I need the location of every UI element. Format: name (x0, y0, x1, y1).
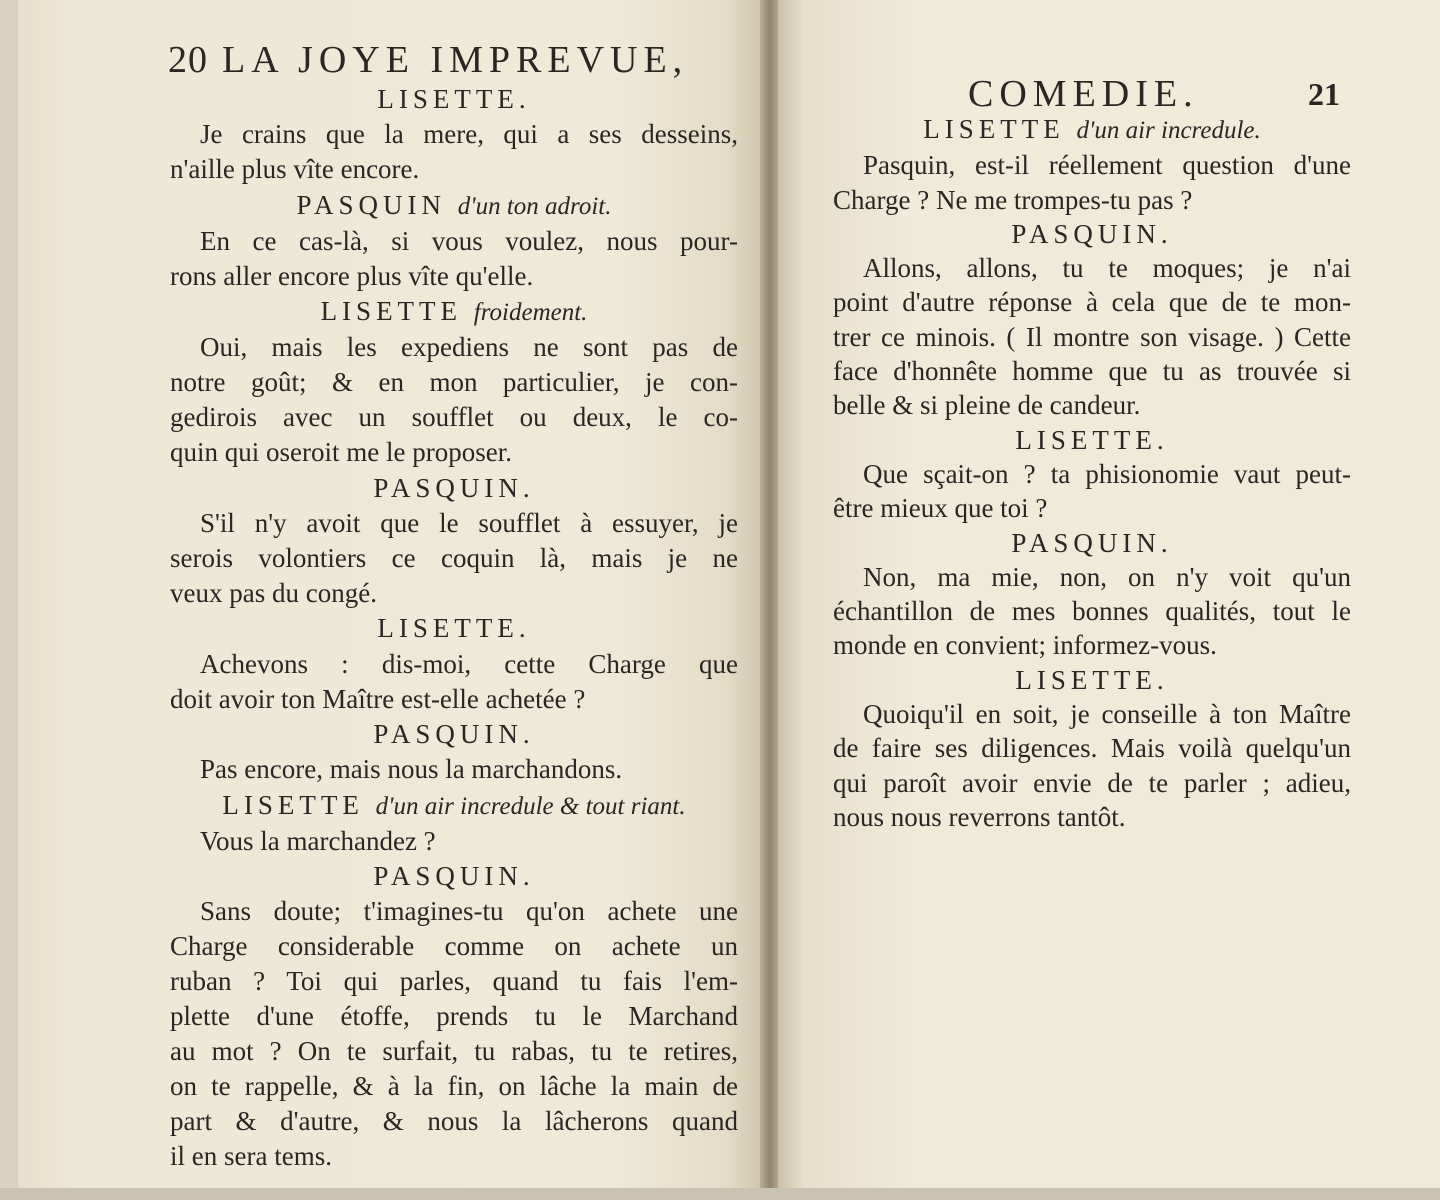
text-line: part & d'autre, & nous la lâcherons quand (170, 1106, 738, 1137)
text-line: Je crains que la mere, qui a ses desseins, (200, 119, 738, 150)
speaker-name: LISETTE. (377, 613, 531, 644)
text-line: Pas encore, mais nous la marchandons. (200, 754, 623, 785)
text-line: veux pas du congé. (170, 578, 377, 609)
text-line: Non, ma mie, non, on n'y voit qu'un (863, 561, 1351, 592)
text-line: on te rappelle, & à la fin, on lâche la main de (170, 1071, 738, 1102)
stage-direction: d'un air incredule & tout riant. (375, 792, 686, 820)
text-line: Charge ? Ne me trompes-tu pas ? (833, 184, 1193, 215)
page-number: 21 (1308, 76, 1340, 112)
text-line: monde en convient; informez-vous. (833, 630, 1217, 661)
page-edge (0, 1188, 1440, 1200)
speaker-heading (833, 423, 1351, 457)
text-line: Sans doute; t'imagines-tu qu'on achete une (200, 896, 738, 927)
text-line: échantillon de mes bonnes qualités, tout le (833, 596, 1351, 627)
stage-direction: froidement. (473, 299, 588, 327)
text-line: gedirois avec un soufflet ou deux, le co- (170, 402, 738, 433)
speaker-heading (170, 294, 738, 330)
speaker-name: PASQUIN. (1011, 218, 1173, 249)
left-text-block (170, 82, 738, 1175)
speaker-name: LISETTE (320, 296, 463, 327)
text-line: quin qui oseroit me le proposer. (170, 437, 512, 468)
stage-direction: d'un air incredule. (1076, 117, 1261, 144)
text-line: ruban ? Toi qui parles, quand tu fais l'em- (170, 966, 738, 997)
text-line: rons aller encore plus vîte qu'elle. (170, 260, 534, 291)
book-gutter (760, 0, 780, 1192)
text-line: Pasquin, est-il réellement question d'une (863, 150, 1351, 181)
speaker-heading (170, 788, 738, 824)
right-page (778, 0, 1440, 1192)
text-line: Oui, mais les expediens ne sont pas de (200, 332, 738, 363)
speaker-name: LISETTE (222, 789, 364, 820)
page-number: 20 (168, 39, 208, 81)
speaker-heading (833, 526, 1351, 560)
text-line: Que sçait-on ? ta phisionomie vaut peut- (863, 458, 1351, 489)
speaker-name: PASQUIN (296, 189, 447, 220)
text-line: de faire ses diligences. Mais voilà quelqu'un (833, 733, 1351, 764)
speaker-heading (833, 112, 1351, 148)
right-text-block (833, 112, 1351, 834)
speaker-name: PASQUIN. (373, 718, 535, 749)
text-line: nous nous reverrons tantôt. (833, 801, 1126, 832)
running-header (168, 38, 688, 82)
speaker-heading (833, 663, 1351, 697)
speaker-name: PASQUIN. (373, 472, 535, 503)
text-line: Vous la marchandez ? (200, 825, 436, 856)
text-line: S'il n'y avoit que le soufflet à essuyer, je (200, 508, 738, 539)
speaker-name: PASQUIN. (373, 861, 535, 892)
text-line: être mieux que toi ? (833, 493, 1048, 524)
speaker-name: LISETTE (923, 114, 1065, 144)
text-line: n'aille plus vîte encore. (170, 154, 420, 185)
speaker-heading (170, 82, 738, 117)
speaker-name: PASQUIN. (1011, 527, 1173, 558)
speaker-heading (170, 471, 738, 506)
text-line: Charge considerable comme on achete un (170, 931, 738, 962)
text-line: doit avoir ton Maître est-elle achetée ? (170, 683, 586, 714)
text-line: Achevons : dis-moi, cette Charge que (200, 648, 738, 679)
text-line: point d'autre réponse à cela que de te mon- (833, 287, 1351, 318)
text-line: il en sera tems. (170, 1141, 332, 1172)
text-line: notre goût; & en mon particulier, je con- (170, 367, 738, 398)
text-line: face d'honnête homme que tu as trouvée si (833, 356, 1351, 387)
speaker-name: LISETTE. (377, 84, 531, 114)
running-title: LA JOYE IMPREVUE, (222, 39, 689, 81)
left-page (18, 0, 763, 1192)
speaker-heading (833, 217, 1351, 251)
text-line: serois volontiers ce coquin là, mais je ne (170, 543, 738, 574)
text-line: Quoiqu'il en soit, je conseille à ton Maître (863, 699, 1351, 730)
text-line: trer ce minois. ( Il montre son visage. ) Cette (833, 321, 1351, 352)
speaker-name: LISETTE. (1015, 424, 1169, 455)
text-line: qui paroît avoir envie de te parler ; adieu, (833, 767, 1351, 798)
text-line: Allons, allons, tu te moques; je n'ai (863, 253, 1351, 284)
speaker-name: LISETTE. (1015, 664, 1169, 695)
speaker-heading (170, 611, 738, 646)
speaker-heading (170, 188, 738, 224)
running-title: COMEDIE. (968, 73, 1199, 115)
text-line: belle & si pleine de candeur. (833, 390, 1141, 421)
stage-direction: d'un ton adroit. (457, 192, 612, 220)
text-line: En ce cas-là, si vous voulez, nous pour- (200, 225, 738, 256)
text-line: au mot ? On te surfait, tu rabas, tu te retires, (170, 1036, 738, 1067)
speaker-heading (170, 859, 738, 894)
text-line: plette d'une étoffe, prends tu le Marchand (170, 1001, 738, 1032)
speaker-heading (170, 717, 738, 752)
